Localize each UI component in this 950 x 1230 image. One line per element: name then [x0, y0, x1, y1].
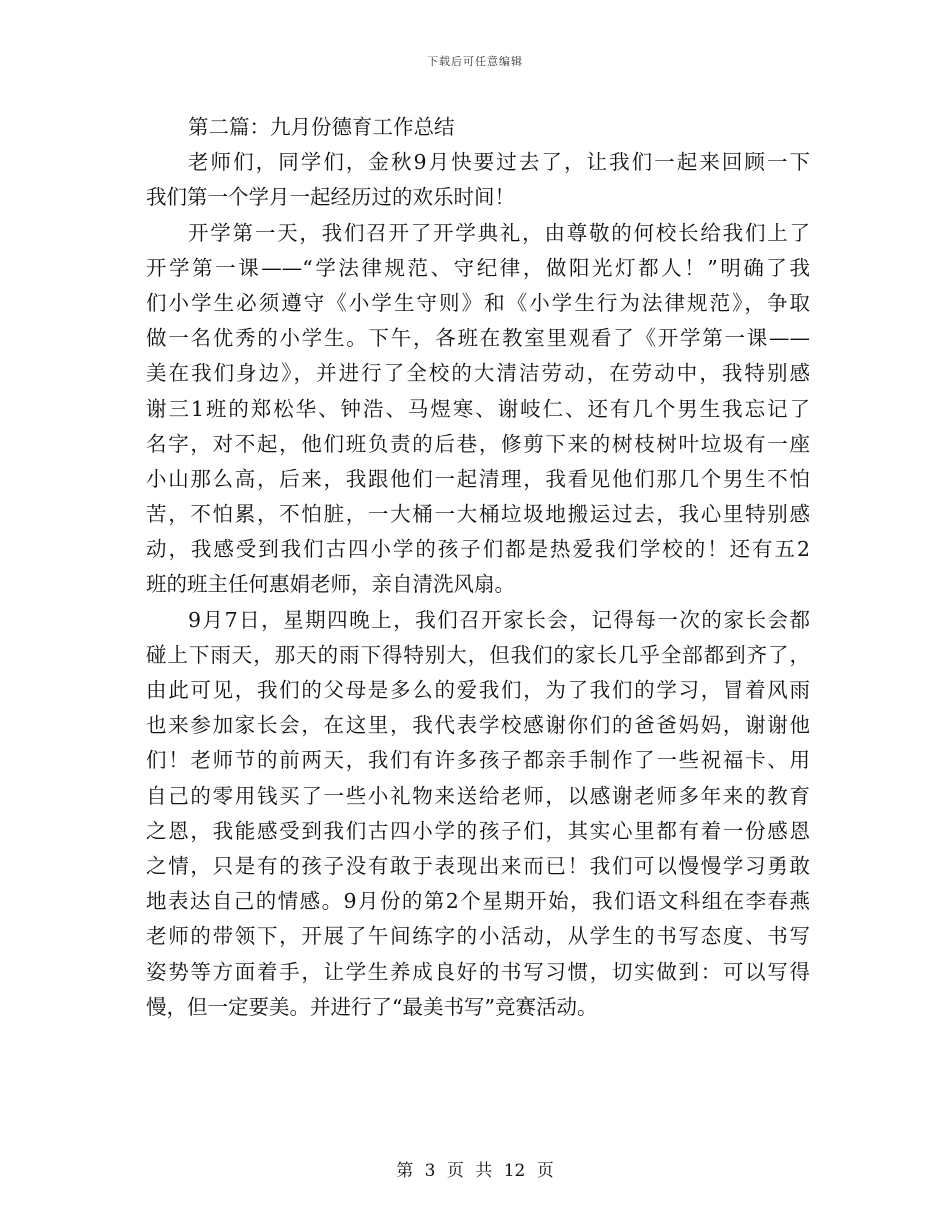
text-line: 之情，只是有的孩子没有敢于表现出来而已！我们可以慢慢学习勇敢	[146, 853, 810, 878]
text-line: 小山那么高，后来，我跟他们一起清理，我看见他们那几个男生不怕	[146, 466, 810, 491]
text-line: 之恩，我能感受到我们古四小学的孩子们，其实心里都有着一份感恩	[146, 818, 810, 843]
text-line: 班的班主任何惠娟老师，亲自清洗风扇。	[146, 572, 515, 597]
text-line: 姿势等方面着手，让学生养成良好的书写习惯，切实做到：可以写得	[146, 959, 810, 984]
text-line: 开学第一天，我们召开了开学典礼，由尊敬的何校长给我们上了	[188, 220, 810, 245]
text-line: 做一名优秀的小学生。下午，各班在教室里观看了《开学第一课——	[146, 326, 810, 351]
text-line: 美在我们身边》，并进行了全校的大清洁劳动，在劳动中，我特别感	[146, 361, 810, 386]
text-line: 苦，不怕累，不怕脏，一大桶一大桶垃圾地搬运过去，我心里特别感	[146, 502, 810, 527]
text-line: 地表达自己的情感。9月份的第2个星期开始，我们语文科组在李春燕	[146, 889, 810, 914]
text-line: 们小学生必须遵守《小学生守则》和《小学生行为法律规范》，争取	[146, 290, 810, 315]
document-body	[146, 110, 810, 1025]
text-line: 谢三1班的郑松华、钟浩、马煜寒、谢岐仁、还有几个男生我忘记了	[146, 396, 810, 421]
text-line: 老师的带领下，开展了午间练字的小活动，从学生的书写态度、书写	[146, 924, 810, 949]
page-header: 下载后可任意编辑	[427, 55, 523, 68]
text-line: 开学第一课——“学法律规范、守纪律，做阳光灯都人！”明确了我	[146, 255, 810, 280]
text-line: 动，我感受到我们古四小学的孩子们都是热爱我们学校的！还有五2	[146, 537, 810, 562]
text-line: 由此可见，我们的父母是多么的爱我们，为了我们的学习，冒着风雨	[146, 678, 810, 702]
text-line: 自己的零用钱买了一些小礼物来送给老师，以感谢老师多年来的教育	[146, 783, 810, 808]
text-line: 也来参加家长会，在这里，我代表学校感谢你们的爸爸妈妈，谢谢他	[146, 713, 810, 738]
text-line: 我们第一个学月一起经历过的欢乐时间！	[146, 185, 515, 210]
text-line: 9月7日，星期四晚上，我们召开家长会，记得每一次的家长会都	[188, 607, 810, 632]
text-line: 老师们，同学们，金秋9月快要过去了，让我们一起来回顾一下	[188, 150, 810, 175]
text-line: 们！老师节的前两天，我们有许多孩子都亲手制作了一些祝福卡、用	[146, 748, 810, 773]
document-title: 第二篇：九月份德育工作总结	[188, 115, 455, 139]
text-line: 碰上下雨天，那天的雨下得特别大，但我们的家长几乎全部都到齐了，	[146, 642, 810, 667]
page-footer: 第 3 页 共 12 页	[396, 1161, 554, 1181]
text-line: 名字，对不起，他们班负责的后巷，修剪下来的树枝树叶垃圾有一座	[146, 431, 810, 456]
text-line: 慢，但一定要美。并进行了“最美书写”竞赛活动。	[146, 994, 598, 1019]
